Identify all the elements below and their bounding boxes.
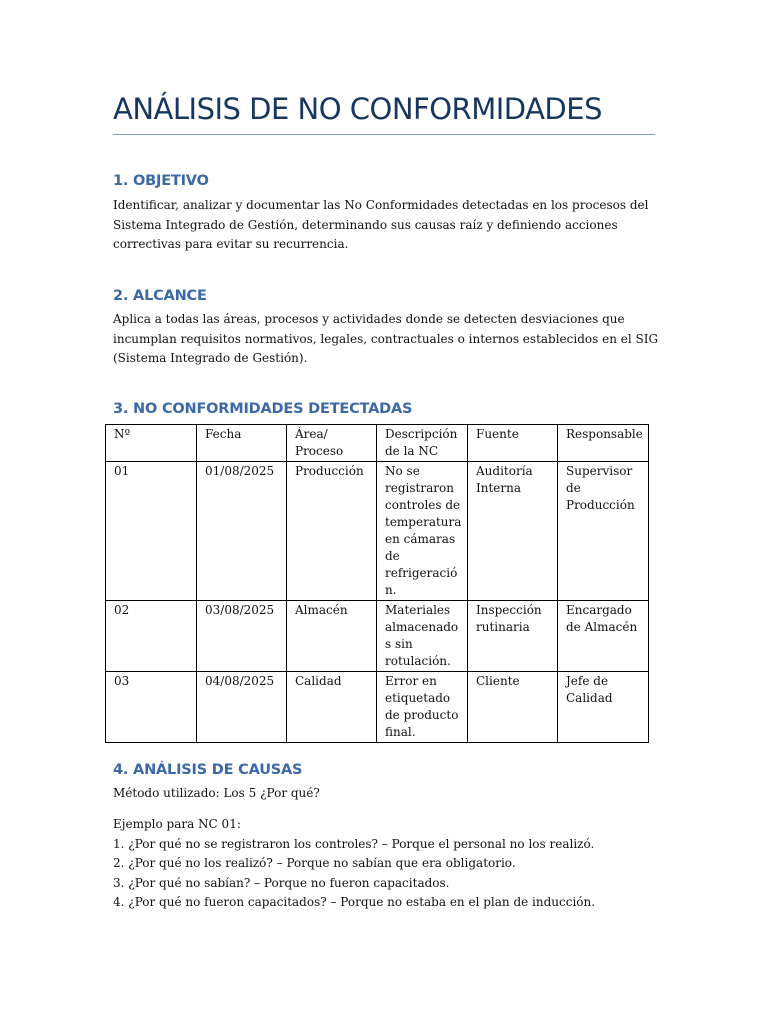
cell-line: 03/08/2025 bbox=[205, 603, 275, 617]
table-cell bbox=[287, 672, 377, 743]
cell-line: Fecha bbox=[205, 427, 242, 441]
cell-line: s sin bbox=[385, 637, 413, 651]
table-row bbox=[106, 601, 649, 672]
table-cell bbox=[197, 672, 287, 743]
cell-line: final. bbox=[385, 725, 416, 739]
objetivo-paragraph bbox=[113, 196, 649, 255]
cell-line: almacenado bbox=[385, 620, 459, 634]
why-line: 4. ¿Por qué no fueron capacitados? – Porque no estaba en el plan de inducción. bbox=[113, 895, 596, 909]
cell-line: etiquetado bbox=[385, 691, 451, 705]
cell-line: rotulación. bbox=[385, 654, 451, 668]
table-cell bbox=[558, 672, 649, 743]
cell-line: Auditoría bbox=[476, 464, 533, 478]
cell-line: Error en bbox=[385, 674, 437, 688]
heading-alcance: 2. ALCANCE bbox=[113, 288, 207, 304]
why-line: 1. ¿Por qué no se registraron los controles? – Porque el personal no los realizó. bbox=[113, 836, 595, 851]
header-cell-fecha bbox=[197, 425, 287, 462]
cell-line: Jefe de bbox=[566, 674, 609, 688]
cell-line: Inspección bbox=[476, 603, 542, 617]
cell-line: Descripción bbox=[385, 427, 458, 441]
document-title: ANÁLISIS DE NO CONFORMIDADES bbox=[113, 92, 655, 135]
example-label: Ejemplo para NC 01: bbox=[113, 817, 241, 831]
cell-line: de Almacén bbox=[566, 620, 638, 634]
cell-line: Área/ bbox=[295, 427, 328, 441]
cell-line: Proceso bbox=[295, 444, 344, 458]
table-row bbox=[106, 462, 649, 601]
alcance-line: (Sistema Integrado de Gestión). bbox=[113, 351, 308, 365]
objetivo-line: correctivas para evitar su recurrencia. bbox=[113, 237, 349, 251]
cell-line: 03 bbox=[114, 674, 130, 688]
cell-line: No se bbox=[385, 464, 420, 478]
table-cell bbox=[558, 462, 649, 601]
cell-line: Calidad bbox=[295, 674, 342, 688]
table-cell bbox=[197, 601, 287, 672]
alcance-paragraph bbox=[113, 310, 659, 369]
table-cell bbox=[106, 672, 197, 743]
cell-line: 02 bbox=[114, 603, 130, 617]
cell-line: de la NC bbox=[385, 444, 439, 458]
table-cell bbox=[468, 462, 558, 601]
cell-line: Materiales bbox=[385, 603, 451, 617]
heading-objetivo: 1. OBJETIVO bbox=[113, 173, 209, 189]
cell-line: 01/08/2025 bbox=[205, 464, 275, 478]
table-row bbox=[106, 672, 649, 743]
header-cell-area bbox=[287, 425, 377, 462]
header-cell-num bbox=[106, 425, 197, 462]
alcance-line: incumplan requisitos normativos, legales, contractuales o internos establecidos en el SIG bbox=[113, 331, 659, 346]
table-cell bbox=[377, 462, 468, 601]
cell-line: rutinaria bbox=[476, 620, 530, 634]
alcance-line: Aplica a todas las áreas, procesos y actividades donde se detecten desviaciones que bbox=[113, 312, 625, 326]
cell-line: Fuente bbox=[476, 427, 519, 441]
cell-line: Responsable bbox=[566, 427, 643, 441]
cell-line: Calidad bbox=[566, 691, 613, 705]
cell-line: Cliente bbox=[476, 674, 520, 688]
cell-line: de bbox=[566, 481, 581, 495]
cell-line: Almacén bbox=[295, 603, 348, 617]
why-line: 3. ¿Por qué no sabían? – Porque no fueron capacitados. bbox=[113, 875, 450, 890]
objetivo-line: Identificar, analizar y documentar las No Conformidades detectadas en los procesos del bbox=[113, 198, 649, 212]
header-cell-fuente bbox=[468, 425, 558, 462]
why-line: 2. ¿Por qué no los realizó? – Porque no sabían que era obligatorio. bbox=[113, 856, 516, 870]
table-header-row bbox=[106, 425, 649, 462]
cell-line: controles de bbox=[385, 498, 461, 512]
cell-line: Supervisor bbox=[566, 464, 633, 478]
table-cell bbox=[197, 462, 287, 601]
cell-line: de bbox=[385, 549, 400, 563]
method-line: Método utilizado: Los 5 ¿Por qué? bbox=[113, 786, 320, 800]
cell-line: temperatura bbox=[385, 515, 462, 529]
objetivo-line: Sistema Integrado de Gestión, determinando sus causas raíz y definiendo acciones bbox=[113, 217, 618, 232]
cell-line: registraron bbox=[385, 481, 454, 495]
cell-line: Nº bbox=[114, 427, 131, 441]
table-cell bbox=[468, 601, 558, 672]
cell-line: refrigeració bbox=[385, 566, 458, 580]
table-cell bbox=[558, 601, 649, 672]
causas-method bbox=[113, 784, 643, 804]
cell-line: Interna bbox=[476, 481, 522, 495]
cell-line: de producto bbox=[385, 708, 459, 722]
table-cell bbox=[287, 462, 377, 601]
cell-line: Producción bbox=[295, 464, 364, 478]
header-cell-descripcion bbox=[377, 425, 468, 462]
cell-line: Encargado bbox=[566, 603, 632, 617]
causas-example bbox=[113, 815, 643, 913]
table-cell bbox=[468, 672, 558, 743]
cell-line: 04/08/2025 bbox=[205, 674, 275, 688]
table-cell bbox=[377, 601, 468, 672]
table-cell bbox=[106, 462, 197, 601]
table-cell bbox=[287, 601, 377, 672]
heading-detectadas: 3. NO CONFORMIDADES DETECTADAS bbox=[113, 401, 413, 417]
cell-line: 01 bbox=[114, 464, 130, 478]
header-cell-responsable bbox=[558, 425, 649, 462]
cell-line: en cámaras bbox=[385, 532, 456, 546]
cell-line: n. bbox=[385, 583, 397, 597]
table-cell bbox=[377, 672, 468, 743]
cell-line: Producción bbox=[566, 498, 635, 512]
nc-table bbox=[105, 424, 649, 743]
table-cell bbox=[106, 601, 197, 672]
heading-causas: 4. ANÁLISIS DE CAUSAS bbox=[113, 762, 303, 778]
